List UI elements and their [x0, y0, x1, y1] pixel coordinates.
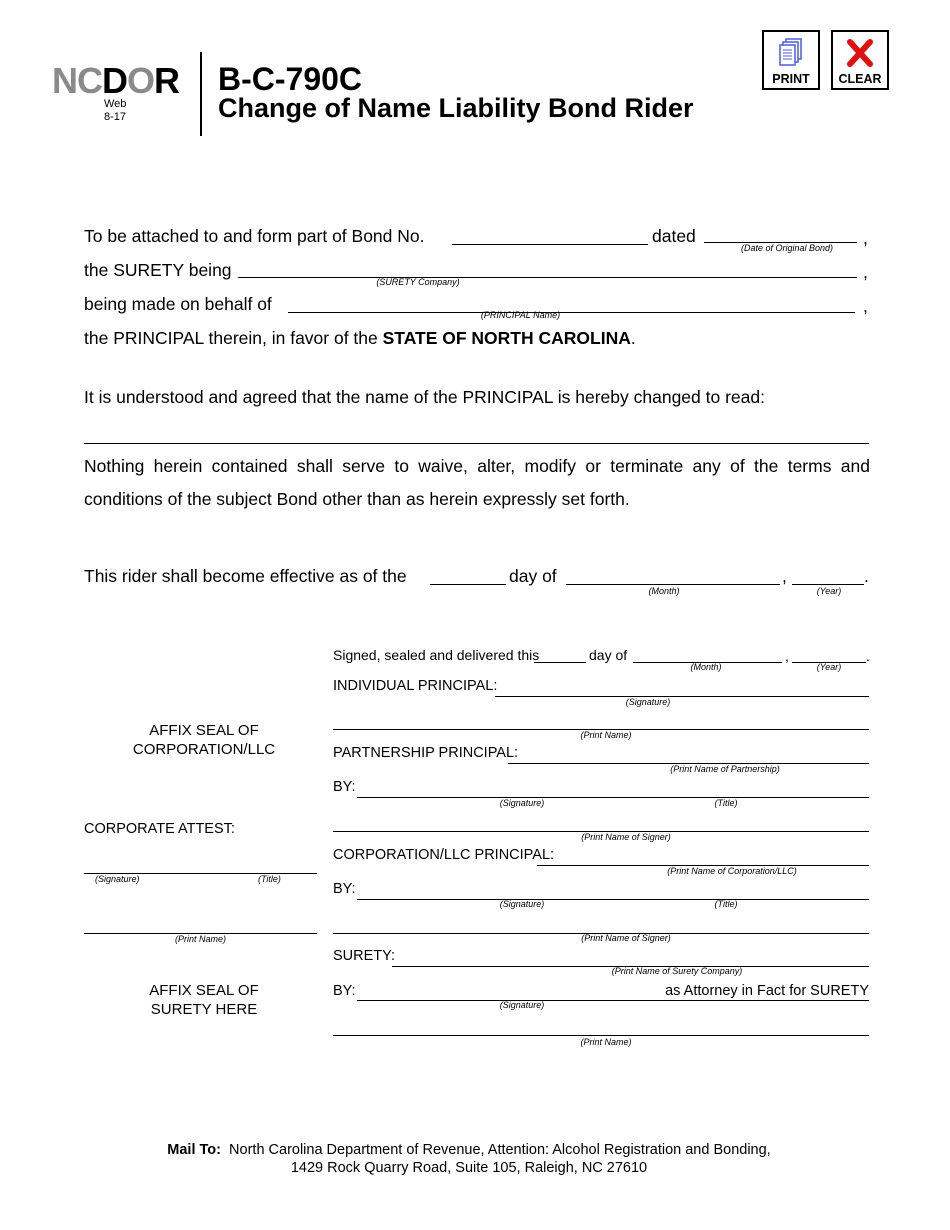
effective-year-field[interactable] — [792, 584, 864, 585]
logo-nc: NC — [52, 60, 102, 101]
line2-comma: , — [863, 262, 868, 282]
corporate-attest-label: CORPORATE ATTEST: — [84, 821, 235, 837]
affix-seal-corp-line2: CORPORATION/LLC — [132, 741, 276, 758]
principal-favor-text — [84, 328, 636, 349]
partnership-name-caption: (Print Name of Partnership) — [670, 764, 780, 774]
attest-signature-caption: (Signature) — [95, 874, 140, 884]
mail-to-label: Mail To: — [167, 1142, 221, 1158]
bond-intro-text: To be attached to and form part of Bond No. — [84, 226, 425, 246]
principal-favor-suffix: . — [630, 328, 636, 348]
signed-month-caption: (Month) — [690, 662, 722, 672]
partnership-by-field[interactable] — [357, 797, 869, 798]
signed-sealed-text: Signed, sealed and delivered this — [333, 647, 540, 663]
partnership-signer-name-caption: (Print Name of Signer) — [581, 832, 671, 842]
corporation-signature-caption: (Signature) — [499, 899, 545, 909]
signed-period: . — [866, 648, 870, 664]
form-number: B-C-790C — [218, 61, 363, 97]
surety-name-caption: (Print Name of Surety Company) — [611, 966, 743, 976]
surety-by-label: BY: — [333, 983, 356, 999]
effective-month-caption: (Month) — [648, 586, 680, 596]
logo-o: O — [127, 60, 155, 101]
clear-button[interactable] — [831, 30, 889, 90]
corporation-name-caption: (Print Name of Corporation/LLC) — [667, 866, 797, 876]
surety-print-name-field[interactable] — [333, 1035, 869, 1036]
ncdor-logo — [52, 60, 179, 102]
affix-seal-surety-line2: SURETY HERE — [150, 1001, 258, 1018]
mail-to-department: North Carolina Department of Revenue, Attention: Alcohol Registration and Bonding, — [229, 1142, 771, 1158]
clear-icon — [845, 38, 875, 68]
state-name: STATE OF NORTH CAROLINA — [382, 328, 631, 348]
signed-dayof-label: day of — [589, 647, 628, 663]
logo-sub-date: 8-17 — [104, 111, 127, 123]
line3-comma: , — [863, 296, 868, 316]
signed-day-field[interactable] — [534, 662, 586, 663]
nothing-herein-text: Nothing herein contained shall serve to waive, alter, modify or terminate any of the terms and conditions of the subject Bond other than as herein expressly set forth. — [84, 456, 870, 509]
corporation-by-label: BY: — [333, 881, 356, 897]
surety-label: SURETY: — [333, 948, 396, 964]
logo-sub-web: Web — [104, 98, 127, 110]
effective-text: This rider shall become effective as of the — [84, 566, 407, 586]
surety-company-caption: (SURETY Company) — [376, 277, 460, 287]
partnership-signature-caption: (Signature) — [499, 798, 545, 808]
mail-to-line2: 1429 Rock Quarry Road, Suite 105, Raleigh, NC 27610 — [290, 1160, 648, 1176]
effective-day-field[interactable] — [430, 584, 506, 585]
signed-year-caption: (Year) — [816, 662, 842, 672]
effective-year-caption: (Year) — [816, 586, 842, 596]
individual-print-name-caption: (Print Name) — [580, 730, 632, 740]
surety-signature-caption: (Signature) — [499, 1000, 545, 1010]
clear-label: CLEAR — [838, 72, 882, 86]
behalf-of-text: being made on behalf of — [84, 294, 272, 314]
affix-seal-surety-line1: AFFIX SEAL OF — [149, 982, 259, 999]
new-principal-name-field[interactable] — [84, 443, 869, 444]
mail-to-line1 — [0, 1141, 938, 1159]
partnership-principal-label: PARTNERSHIP PRINCIPAL: — [333, 745, 519, 761]
effective-comma: , — [782, 566, 787, 586]
line1-comma: , — [863, 228, 868, 248]
mail-to-address — [0, 1141, 938, 1177]
form-title: Change of Name Liability Bond Rider — [218, 93, 694, 123]
partnership-by-label: BY: — [333, 779, 356, 795]
attest-title-caption: (Title) — [258, 874, 281, 884]
corporation-by-field[interactable] — [357, 899, 869, 900]
effective-month-field[interactable] — [566, 584, 780, 585]
date-original-bond-caption: (Date of Original Bond) — [740, 243, 834, 253]
attest-print-name-caption: (Print Name) — [174, 934, 226, 944]
principal-favor-prefix: the PRINCIPAL therein, in favor of the — [84, 328, 383, 348]
logo-d: D — [102, 60, 127, 101]
print-icon — [778, 38, 804, 70]
corporation-signer-name-caption: (Print Name of Signer) — [581, 933, 671, 943]
effective-dayof-label: day of — [509, 566, 557, 586]
affix-seal-corp-line1: AFFIX SEAL OF — [149, 722, 259, 739]
affix-seal-surety — [84, 981, 324, 1019]
principal-name-caption: (PRINCIPAL Name) — [480, 310, 561, 320]
individual-signature-caption: (Signature) — [625, 697, 671, 707]
corporation-principal-label: CORPORATION/LLC PRINCIPAL: — [333, 847, 555, 863]
logo-r: R — [154, 60, 180, 101]
bond-number-field[interactable] — [452, 244, 648, 245]
effective-period: . — [864, 566, 869, 586]
surety-by-field[interactable] — [357, 1000, 869, 1001]
surety-being-text: the SURETY being — [84, 260, 232, 280]
dated-label: dated — [652, 226, 696, 246]
individual-principal-label: INDIVIDUAL PRINCIPAL: — [333, 678, 498, 694]
print-label: PRINT — [772, 72, 810, 86]
affix-seal-corporation — [84, 721, 324, 759]
as-attorney-text: as Attorney in Fact for SURETY — [665, 983, 869, 999]
surety-print-name-caption: (Print Name) — [580, 1037, 632, 1047]
partnership-title-caption: (Title) — [714, 798, 738, 808]
header-divider — [200, 52, 202, 136]
print-button[interactable] — [762, 30, 820, 90]
signed-comma: , — [785, 648, 789, 664]
corporation-title-caption: (Title) — [714, 899, 738, 909]
name-changed-text: It is understood and agreed that the name of the PRINCIPAL is hereby changed to read: — [84, 387, 765, 407]
